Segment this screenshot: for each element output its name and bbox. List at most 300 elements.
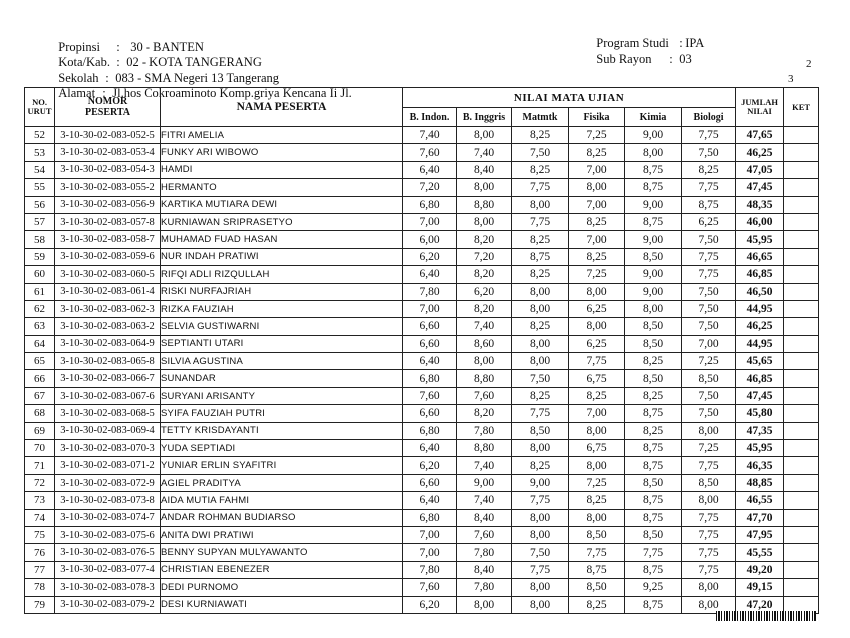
row-nomor-peserta: 3-10-30-02-083-075-6 [55, 526, 161, 543]
row-no: 56 [25, 196, 55, 213]
row-score: 7,75 [512, 405, 569, 422]
row-no: 79 [25, 596, 55, 613]
row-ket [784, 248, 819, 265]
subrayon-value: 03 [679, 52, 692, 66]
row-no: 77 [25, 561, 55, 578]
header-sub-rayon: Sub Rayon : 03 [596, 52, 692, 66]
row-score: 8,00 [512, 596, 569, 613]
row-score: 9,00 [625, 231, 682, 248]
row-jumlah-nilai: 47,45 [736, 387, 784, 404]
row-score: 9,00 [625, 127, 682, 144]
header-program-studi: Program Studi : IPA [596, 36, 705, 50]
row-score: 7,75 [625, 544, 682, 561]
row-nomor-peserta: 3-10-30-02-083-074-7 [55, 509, 161, 526]
table-row [25, 353, 819, 370]
row-jumlah-nilai: 47,45 [736, 179, 784, 196]
row-nomor-peserta: 3-10-30-02-083-063-2 [55, 318, 161, 335]
table-row [25, 526, 819, 543]
row-score: 9,00 [625, 266, 682, 283]
row-score: 8,75 [625, 440, 682, 457]
row-ket [784, 526, 819, 543]
row-ket [784, 335, 819, 352]
table-row [25, 144, 819, 161]
row-score: 8,25 [512, 387, 569, 404]
row-score: 8,75 [625, 457, 682, 474]
row-score: 7,75 [682, 179, 736, 196]
row-score: 7,50 [682, 144, 736, 161]
row-score: 9,00 [625, 283, 682, 300]
row-score: 8,00 [512, 579, 569, 596]
row-score: 7,80 [457, 579, 512, 596]
row-no: 72 [25, 474, 55, 491]
row-score: 8,00 [569, 422, 625, 439]
table-row [25, 405, 819, 422]
row-score: 9,00 [512, 474, 569, 491]
page-number-b: 3 [788, 73, 794, 85]
row-score: 8,25 [512, 231, 569, 248]
table-row [25, 492, 819, 509]
row-score: 6,75 [569, 440, 625, 457]
row-score: 8,00 [457, 213, 512, 230]
table-row [25, 231, 819, 248]
table-row [25, 318, 819, 335]
row-ket [784, 474, 819, 491]
row-no: 63 [25, 318, 55, 335]
row-no: 73 [25, 492, 55, 509]
row-score: 7,60 [403, 579, 457, 596]
row-jumlah-nilai: 47,20 [736, 596, 784, 613]
row-jumlah-nilai: 46,25 [736, 318, 784, 335]
sekolah-value: 083 - SMA Negeri 13 Tangerang [115, 71, 280, 85]
table-row [25, 457, 819, 474]
row-no: 59 [25, 248, 55, 265]
row-no: 58 [25, 231, 55, 248]
row-score: 8,00 [512, 440, 569, 457]
col-header-subject: Fisika [569, 108, 625, 127]
row-nama-peserta: RIZKA FAUZIAH [161, 300, 403, 317]
row-ket [784, 266, 819, 283]
row-score: 8,75 [625, 179, 682, 196]
row-score: 8,00 [625, 144, 682, 161]
row-score: 7,00 [569, 161, 625, 178]
row-score: 8,50 [625, 248, 682, 265]
row-nama-peserta: MUHAMAD FUAD HASAN [161, 231, 403, 248]
col-header-nomor: NOMOR PESERTA [55, 88, 161, 127]
row-score: 9,00 [457, 474, 512, 491]
col-header-nilai-group: NILAI MATA UJIAN [403, 88, 736, 108]
row-nama-peserta: SELVIA GUSTIWARNI [161, 318, 403, 335]
row-score: 9,00 [625, 196, 682, 213]
row-score: 7,60 [457, 526, 512, 543]
row-ket [784, 579, 819, 596]
row-nomor-peserta: 3-10-30-02-083-065-8 [55, 353, 161, 370]
row-score: 8,50 [625, 370, 682, 387]
row-no: 66 [25, 370, 55, 387]
row-score: 8,00 [512, 283, 569, 300]
row-score: 6,20 [403, 248, 457, 265]
row-score: 8,75 [625, 492, 682, 509]
kota-label: Kota/Kab. [58, 55, 110, 69]
row-jumlah-nilai: 44,95 [736, 335, 784, 352]
row-jumlah-nilai: 46,85 [736, 370, 784, 387]
row-score: 7,25 [682, 353, 736, 370]
row-score: 7,00 [682, 335, 736, 352]
row-score: 8,80 [457, 440, 512, 457]
row-score: 7,00 [569, 405, 625, 422]
row-score: 8,00 [569, 179, 625, 196]
table-row [25, 213, 819, 230]
row-score: 8,40 [457, 561, 512, 578]
row-no: 78 [25, 579, 55, 596]
table-row [25, 283, 819, 300]
propinsi-label: Propinsi [58, 40, 100, 54]
row-score: 7,40 [457, 457, 512, 474]
row-score: 7,75 [512, 179, 569, 196]
row-nomor-peserta: 3-10-30-02-083-054-3 [55, 161, 161, 178]
row-score: 7,50 [682, 387, 736, 404]
alamat-value: Jl.hos Cokroaminoto Komp.griya Kencana Ii Jl. [112, 86, 352, 100]
row-score: 6,60 [403, 318, 457, 335]
row-score: 8,00 [569, 457, 625, 474]
row-score: 8,00 [512, 300, 569, 317]
table-row [25, 387, 819, 404]
row-nomor-peserta: 3-10-30-02-083-058-7 [55, 231, 161, 248]
row-no: 53 [25, 144, 55, 161]
program-value: IPA [685, 36, 705, 50]
row-nama-peserta: TETTY KRISDAYANTI [161, 422, 403, 439]
row-score: 8,25 [625, 422, 682, 439]
row-score: 7,00 [403, 526, 457, 543]
row-no: 67 [25, 387, 55, 404]
row-nama-peserta: DESI KURNIAWATI [161, 596, 403, 613]
row-score: 7,25 [682, 440, 736, 457]
row-score: 8,25 [569, 492, 625, 509]
row-jumlah-nilai: 46,00 [736, 213, 784, 230]
row-jumlah-nilai: 46,35 [736, 457, 784, 474]
row-score: 8,50 [569, 526, 625, 543]
subrayon-label: Sub Rayon [596, 52, 652, 66]
row-score: 7,75 [682, 248, 736, 265]
row-no: 62 [25, 300, 55, 317]
row-score: 7,20 [457, 248, 512, 265]
row-nama-peserta: FUNKY ARI WIBOWO [161, 144, 403, 161]
header-alamat: Alamat : Jl.hos Cokroaminoto Komp.griya Kencana Ii Jl. [58, 86, 352, 100]
row-jumlah-nilai: 48,85 [736, 474, 784, 491]
row-score: 7,40 [457, 318, 512, 335]
row-score: 6,60 [403, 405, 457, 422]
row-score: 8,00 [457, 596, 512, 613]
row-score: 8,75 [512, 248, 569, 265]
row-score: 7,75 [682, 509, 736, 526]
row-score: 6,80 [403, 370, 457, 387]
table-row [25, 300, 819, 317]
row-score: 7,00 [569, 231, 625, 248]
row-jumlah-nilai: 45,65 [736, 353, 784, 370]
table-row [25, 179, 819, 196]
row-ket [784, 440, 819, 457]
row-jumlah-nilai: 47,95 [736, 526, 784, 543]
row-nama-peserta: AGIEL PRADITYA [161, 474, 403, 491]
table-row [25, 127, 819, 144]
row-score: 6,80 [403, 422, 457, 439]
sekolah-label: Sekolah [58, 71, 99, 85]
row-score: 6,25 [569, 335, 625, 352]
row-score: 6,80 [403, 196, 457, 213]
row-score: 8,50 [625, 335, 682, 352]
row-nama-peserta: KARTIKA MUTIARA DEWI [161, 196, 403, 213]
table-row [25, 248, 819, 265]
col-header-subject: Matmtk [512, 108, 569, 127]
row-score: 7,75 [512, 492, 569, 509]
row-nomor-peserta: 3-10-30-02-083-077-4 [55, 561, 161, 578]
row-ket [784, 179, 819, 196]
row-score: 7,20 [403, 179, 457, 196]
row-score: 8,25 [512, 161, 569, 178]
col-header-subject: B. Indon. [403, 108, 457, 127]
row-nomor-peserta: 3-10-30-02-083-061-4 [55, 283, 161, 300]
row-nama-peserta: ANITA DWI PRATIWI [161, 526, 403, 543]
row-score: 8,40 [457, 161, 512, 178]
row-score: 6,40 [403, 353, 457, 370]
header-propinsi: Propinsi : 30 - BANTEN [58, 40, 204, 54]
row-nomor-peserta: 3-10-30-02-083-078-3 [55, 579, 161, 596]
col-header-nama: NAMA PESERTA [161, 88, 403, 127]
row-score: 7,80 [457, 422, 512, 439]
table-row [25, 579, 819, 596]
row-score: 8,80 [457, 196, 512, 213]
row-jumlah-nilai: 45,80 [736, 405, 784, 422]
kota-value: 02 - KOTA TANGERANG [126, 55, 262, 69]
row-jumlah-nilai: 47,35 [736, 422, 784, 439]
row-score: 6,20 [403, 596, 457, 613]
row-score: 7,75 [682, 526, 736, 543]
program-label: Program Studi [596, 36, 669, 50]
header-kota: Kota/Kab. : 02 - KOTA TANGERANG [58, 55, 262, 69]
row-score: 7,50 [682, 405, 736, 422]
row-jumlah-nilai: 46,85 [736, 266, 784, 283]
row-jumlah-nilai: 46,50 [736, 283, 784, 300]
row-score: 7,75 [682, 457, 736, 474]
row-nomor-peserta: 3-10-30-02-083-062-3 [55, 300, 161, 317]
row-nama-peserta: BENNY SUPYAN MULYAWANTO [161, 544, 403, 561]
row-score: 8,25 [569, 596, 625, 613]
row-ket [784, 405, 819, 422]
page-number-a: 2 [806, 58, 812, 70]
row-score: 8,25 [625, 387, 682, 404]
row-jumlah-nilai: 47,05 [736, 161, 784, 178]
row-nomor-peserta: 3-10-30-02-083-073-8 [55, 492, 161, 509]
row-score: 6,80 [403, 509, 457, 526]
row-nomor-peserta: 3-10-30-02-083-076-5 [55, 544, 161, 561]
row-no: 74 [25, 509, 55, 526]
row-no: 68 [25, 405, 55, 422]
row-score: 6,20 [457, 283, 512, 300]
row-score: 8,20 [457, 231, 512, 248]
row-score: 7,00 [403, 544, 457, 561]
row-score: 6,40 [403, 161, 457, 178]
table-row [25, 422, 819, 439]
row-score: 8,00 [457, 127, 512, 144]
row-score: 7,25 [569, 127, 625, 144]
row-ket [784, 544, 819, 561]
row-score: 8,20 [457, 405, 512, 422]
row-nomor-peserta: 3-10-30-02-083-059-6 [55, 248, 161, 265]
row-score: 6,00 [403, 231, 457, 248]
row-score: 8,00 [569, 283, 625, 300]
row-nomor-peserta: 3-10-30-02-083-057-8 [55, 213, 161, 230]
row-ket [784, 422, 819, 439]
row-score: 8,50 [682, 370, 736, 387]
row-nama-peserta: SUNANDAR [161, 370, 403, 387]
row-score: 7,50 [682, 300, 736, 317]
row-score: 8,00 [682, 579, 736, 596]
row-score: 6,20 [403, 457, 457, 474]
row-no: 65 [25, 353, 55, 370]
row-nomor-peserta: 3-10-30-02-083-068-5 [55, 405, 161, 422]
row-nama-peserta: SILVIA AGUSTINA [161, 353, 403, 370]
row-jumlah-nilai: 45,55 [736, 544, 784, 561]
table-row [25, 509, 819, 526]
row-nama-peserta: NUR INDAH PRATIWI [161, 248, 403, 265]
row-no: 69 [25, 422, 55, 439]
row-jumlah-nilai: 45,95 [736, 440, 784, 457]
row-no: 57 [25, 213, 55, 230]
row-score: 8,25 [512, 266, 569, 283]
row-score: 8,25 [512, 127, 569, 144]
row-score: 8,75 [625, 405, 682, 422]
row-score: 8,25 [512, 318, 569, 335]
row-score: 8,25 [569, 248, 625, 265]
row-nama-peserta: RISKI NURFAJRIAH [161, 283, 403, 300]
table-row [25, 266, 819, 283]
header-sekolah: Sekolah : 083 - SMA Negeri 13 Tangerang [58, 71, 280, 85]
row-ket [784, 318, 819, 335]
row-ket [784, 144, 819, 161]
row-score: 8,00 [569, 318, 625, 335]
row-score: 7,75 [682, 544, 736, 561]
alamat-label: Alamat [58, 86, 96, 100]
row-nama-peserta: YUDA SEPTIADI [161, 440, 403, 457]
row-score: 7,60 [403, 387, 457, 404]
row-ket [784, 509, 819, 526]
row-score: 8,25 [625, 353, 682, 370]
row-nama-peserta: KURNIAWAN SRIPRASETYO [161, 213, 403, 230]
row-no: 71 [25, 457, 55, 474]
row-jumlah-nilai: 45,95 [736, 231, 784, 248]
row-score: 6,40 [403, 492, 457, 509]
table-row [25, 561, 819, 578]
row-score: 8,50 [625, 526, 682, 543]
row-score: 7,80 [457, 544, 512, 561]
row-score: 9,25 [625, 579, 682, 596]
row-no: 60 [25, 266, 55, 283]
row-score: 8,00 [512, 196, 569, 213]
row-no: 54 [25, 161, 55, 178]
row-nama-peserta: FITRI AMELIA [161, 127, 403, 144]
row-no: 70 [25, 440, 55, 457]
row-jumlah-nilai: 44,95 [736, 300, 784, 317]
row-score: 8,80 [457, 370, 512, 387]
row-score: 8,00 [682, 492, 736, 509]
row-score: 7,60 [457, 387, 512, 404]
row-ket [784, 353, 819, 370]
row-nama-peserta: SURYANI ARISANTY [161, 387, 403, 404]
row-no: 52 [25, 127, 55, 144]
row-score: 7,40 [457, 144, 512, 161]
row-nama-peserta: HERMANTO [161, 179, 403, 196]
row-score: 8,00 [682, 596, 736, 613]
row-jumlah-nilai: 47,65 [736, 127, 784, 144]
row-score: 7,80 [403, 561, 457, 578]
table-row [25, 474, 819, 491]
row-nama-peserta: RIFQI ADLI RIZQULLAH [161, 266, 403, 283]
table-row [25, 440, 819, 457]
row-no: 55 [25, 179, 55, 196]
row-score: 8,25 [569, 144, 625, 161]
table-row [25, 196, 819, 213]
row-score: 8,00 [512, 353, 569, 370]
row-score: 8,75 [625, 596, 682, 613]
row-score: 7,75 [569, 353, 625, 370]
row-score: 7,50 [682, 318, 736, 335]
row-nama-peserta: AIDA MUTIA FAHMI [161, 492, 403, 509]
row-nomor-peserta: 3-10-30-02-083-056-9 [55, 196, 161, 213]
row-nama-peserta: HAMDI [161, 161, 403, 178]
row-score: 7,50 [512, 370, 569, 387]
row-score: 6,75 [569, 370, 625, 387]
row-score: 7,75 [512, 213, 569, 230]
row-score: 8,00 [512, 335, 569, 352]
row-score: 8,25 [682, 161, 736, 178]
row-nama-peserta: ANDAR ROHMAN BUDIARSO [161, 509, 403, 526]
row-jumlah-nilai: 46,65 [736, 248, 784, 265]
row-score: 8,25 [569, 387, 625, 404]
table-row [25, 161, 819, 178]
row-score: 6,25 [569, 300, 625, 317]
row-nomor-peserta: 3-10-30-02-083-053-4 [55, 144, 161, 161]
row-nama-peserta: CHRISTIAN EBENEZER [161, 561, 403, 578]
row-score: 8,50 [625, 318, 682, 335]
row-nomor-peserta: 3-10-30-02-083-079-2 [55, 596, 161, 613]
row-score: 7,25 [569, 474, 625, 491]
row-ket [784, 561, 819, 578]
row-nomor-peserta: 3-10-30-02-083-071-2 [55, 457, 161, 474]
row-score: 8,50 [625, 474, 682, 491]
row-nama-peserta: SEPTIANTI UTARI [161, 335, 403, 352]
row-no: 64 [25, 335, 55, 352]
row-nama-peserta: DEDI PURNOMO [161, 579, 403, 596]
row-score: 7,50 [512, 144, 569, 161]
row-score: 7,75 [569, 544, 625, 561]
table-row [25, 335, 819, 352]
row-score: 8,00 [512, 509, 569, 526]
row-score: 6,60 [403, 474, 457, 491]
row-jumlah-nilai: 47,70 [736, 509, 784, 526]
row-ket [784, 127, 819, 144]
row-ket [784, 370, 819, 387]
row-score: 8,00 [569, 509, 625, 526]
row-score: 8,75 [625, 509, 682, 526]
row-score: 7,25 [569, 266, 625, 283]
row-jumlah-nilai: 46,25 [736, 144, 784, 161]
row-score: 8,25 [569, 213, 625, 230]
table-row [25, 544, 819, 561]
row-score: 7,40 [403, 127, 457, 144]
row-score: 8,40 [457, 509, 512, 526]
row-score: 8,75 [625, 161, 682, 178]
row-score: 7,00 [403, 300, 457, 317]
col-header-subject: Biologi [682, 108, 736, 127]
